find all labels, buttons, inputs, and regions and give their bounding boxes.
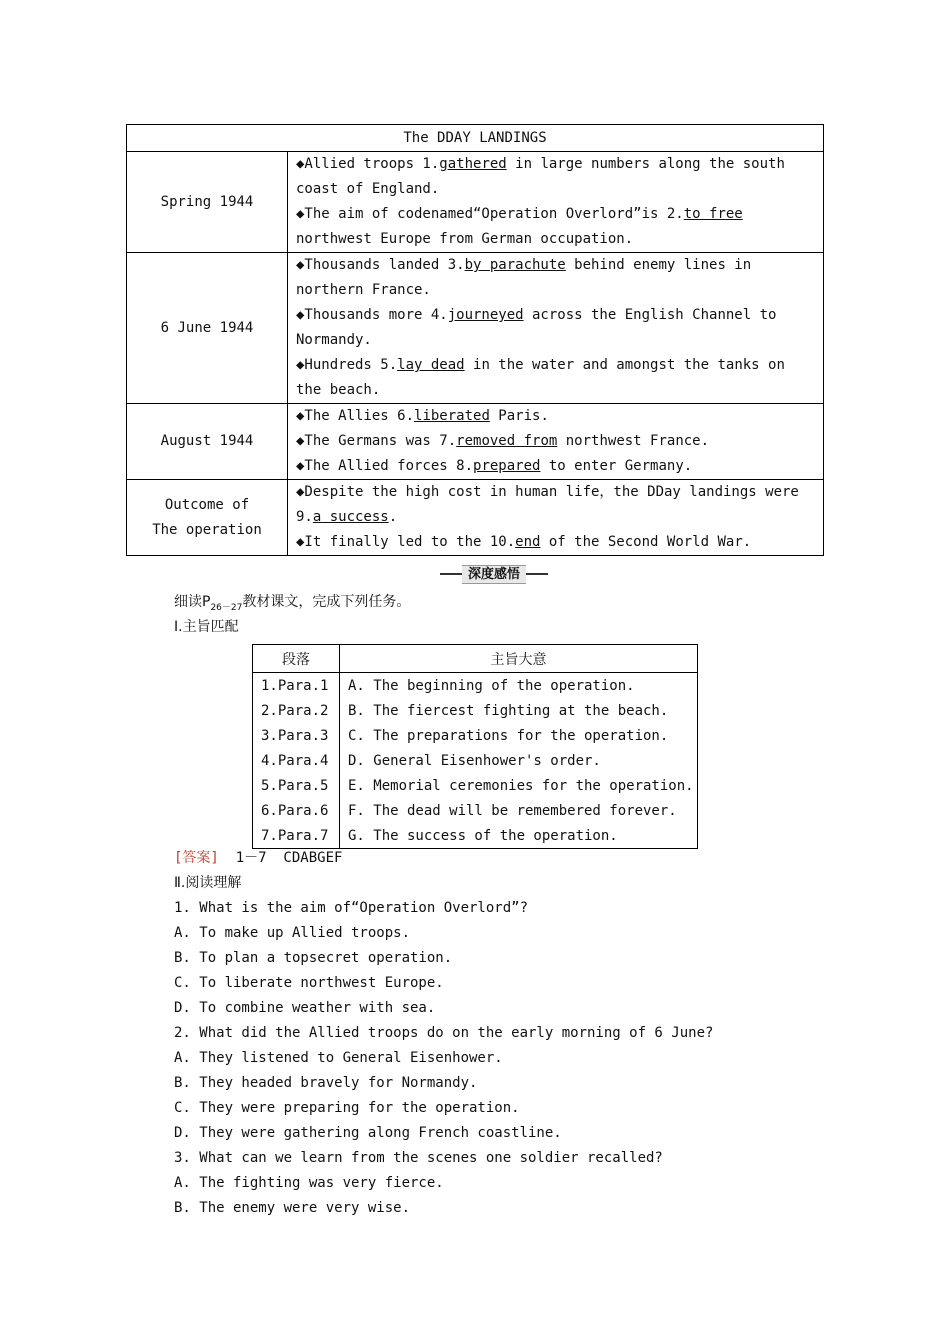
main-idea-cell: D. General Eisenhower's order.	[340, 748, 698, 773]
event-line	[296, 530, 815, 555]
table-row	[253, 673, 698, 699]
event-text: ◆The Allies 6.	[296, 408, 415, 424]
paragraph-cell: 4.Para.4	[253, 748, 340, 773]
main-idea-cell: A. The beginning of the operation.	[340, 673, 698, 699]
event-text: ◆Despite the high cost in human life，the DDay landings were	[296, 484, 799, 500]
answer-blank: liberated	[414, 408, 490, 424]
event-text: ◆It finally led to the 10.	[296, 534, 516, 550]
event-text: Normandy.	[296, 332, 372, 348]
row-events	[288, 404, 824, 480]
event-text: ◆The Allied forces 8.	[296, 458, 474, 474]
intro-pre: 细读P	[174, 594, 211, 610]
event-text: ◆Thousands more 4.	[296, 307, 448, 323]
answer-option: C. To liberate northwest Europe.	[174, 975, 444, 991]
date-line: 6 June 1944	[160, 319, 254, 336]
section2-heading: Ⅱ.阅读理解	[174, 875, 242, 891]
row-date	[127, 152, 288, 253]
paragraph-cell: 1.Para.1	[253, 673, 340, 699]
event-text: ◆Hundreds 5.	[296, 357, 398, 373]
answer-option: D. They were gathering along French coastline.	[174, 1125, 562, 1141]
event-text: in the water and amongst the tanks on	[464, 357, 785, 373]
answer-option: B. They headed bravely for Normandy.	[174, 1075, 478, 1091]
timeline-row	[127, 404, 824, 480]
answer-option: B. To plan a topsecret operation.	[174, 950, 453, 966]
event-text: in large numbers along the south	[506, 156, 785, 172]
event-text: northwest France.	[557, 433, 710, 449]
answer-blank: end	[515, 534, 541, 550]
event-line	[296, 227, 815, 252]
event-text: across the English Channel to	[523, 307, 777, 323]
questions-list	[174, 896, 713, 1221]
question-stem: 2. What did the Allied troops do on the early morning of 6 June?	[174, 1025, 714, 1041]
row-date	[127, 253, 288, 404]
section-badge	[440, 565, 548, 582]
header-main-idea: 主旨大意	[340, 645, 698, 673]
date-line: August 1944	[160, 433, 254, 449]
date-line: Spring 1944	[160, 193, 254, 210]
answer-blank: prepared	[473, 458, 541, 474]
table-row	[253, 773, 698, 798]
answer-blank: journeyed	[447, 307, 524, 323]
answer-blank: lay dead	[397, 357, 465, 373]
row-events	[288, 480, 824, 556]
answer-option: A. They listened to General Eisenhower.	[174, 1050, 503, 1066]
main-idea-cell: F. The dead will be remembered forever.	[340, 798, 698, 823]
event-line	[296, 353, 815, 378]
event-text: behind enemy lines in	[565, 257, 752, 273]
event-line	[296, 378, 815, 403]
event-line	[296, 253, 815, 278]
event-line	[296, 177, 815, 202]
table-row	[253, 823, 698, 849]
timeline-row	[127, 152, 824, 253]
event-line	[296, 480, 815, 505]
answer-option: A. The fighting was very fierce.	[174, 1175, 444, 1191]
section1-heading: Ⅰ.主旨匹配	[174, 619, 239, 635]
event-text: to enter Germany.	[540, 458, 693, 474]
header-paragraph: 段落	[253, 645, 340, 673]
paragraph-cell: 6.Para.6	[253, 798, 340, 823]
table-row	[253, 723, 698, 748]
main-idea-cell: G. The success of the operation.	[340, 823, 698, 849]
event-text: 9.	[296, 509, 313, 525]
answer-option: D. To combine weather with sea.	[174, 1000, 436, 1016]
answer-blank: a success	[312, 509, 389, 525]
event-text: ◆The Germans was 7.	[296, 433, 457, 449]
event-text: northern France.	[296, 282, 431, 298]
table-row	[253, 698, 698, 723]
table-row	[253, 798, 698, 823]
answer-line	[174, 846, 342, 871]
intro-post: 教材课文，完成下列任务。	[242, 594, 411, 610]
date-line: The operation	[152, 521, 262, 538]
event-line	[296, 404, 815, 429]
row-date	[127, 480, 288, 556]
paragraph-cell: 3.Para.3	[253, 723, 340, 748]
event-text: Paris.	[489, 408, 549, 424]
answer-label: [答案]	[174, 850, 219, 866]
main-idea-table	[252, 644, 698, 849]
event-text: coast of England.	[296, 181, 440, 197]
row-events	[288, 152, 824, 253]
main-idea-cell: C. The preparations for the operation.	[340, 723, 698, 748]
event-line	[296, 429, 815, 454]
main-idea-cell: E. Memorial ceremonies for the operation.	[340, 773, 698, 798]
event-text: .	[388, 509, 398, 525]
answer-blank: removed from	[456, 433, 558, 449]
question-stem: 3. What can we learn from the scenes one soldier recalled?	[174, 1150, 663, 1166]
badge-label: 深度感悟	[462, 565, 526, 584]
event-text: ◆Allied troops 1.	[296, 156, 440, 172]
intro-sub: 26－27	[210, 602, 243, 613]
answer-blank: to free	[683, 206, 743, 222]
answer-option: A. To make up Allied troops.	[174, 925, 411, 941]
main-idea-cell: B. The fiercest fighting at the beach.	[340, 698, 698, 723]
event-line	[296, 202, 815, 227]
dday-landings-table	[126, 124, 824, 556]
event-text: ◆Thousands landed 3.	[296, 257, 465, 273]
event-line	[296, 278, 815, 303]
paragraph-cell: 5.Para.5	[253, 773, 340, 798]
event-line	[296, 152, 815, 177]
event-line	[296, 303, 815, 328]
table-title: The DDAY LANDINGS	[127, 125, 824, 152]
event-line	[296, 454, 815, 479]
answer-blank: gathered	[439, 156, 507, 172]
row-events	[288, 253, 824, 404]
event-line	[296, 505, 815, 530]
event-text: the beach.	[296, 382, 381, 398]
answer-option: C. They were preparing for the operation.	[174, 1100, 520, 1116]
answer-blank: by parachute	[464, 257, 566, 273]
row-date	[127, 404, 288, 480]
table-row	[253, 748, 698, 773]
timeline-row	[127, 480, 824, 556]
answer-option: B. The enemy were very wise.	[174, 1200, 411, 1216]
answer-text: 1－7 CDABGEF	[235, 850, 343, 866]
event-text: of the Second World War.	[540, 534, 752, 550]
event-line	[296, 328, 815, 353]
date-line: Outcome of	[164, 496, 250, 513]
timeline-row	[127, 253, 824, 404]
event-text: northwest Europe from German occupation.	[296, 231, 634, 247]
event-text: ◆The aim of codenamed“Operation Overlord”is 2.	[296, 206, 684, 222]
paragraph-cell: 7.Para.7	[253, 823, 340, 849]
question-stem: 1. What is the aim of“Operation Overlord”?	[174, 900, 529, 916]
paragraph-cell: 2.Para.2	[253, 698, 340, 723]
